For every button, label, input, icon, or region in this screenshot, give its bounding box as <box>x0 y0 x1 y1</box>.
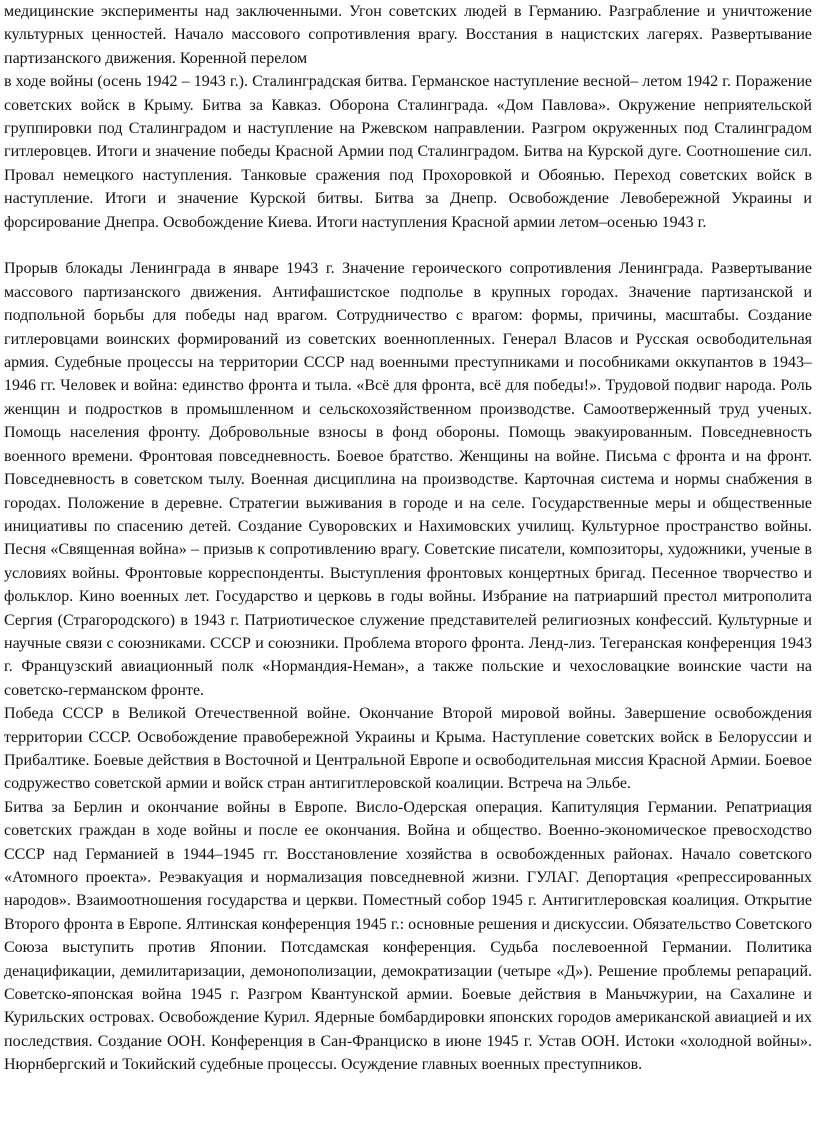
paragraph-turning-point: в ходе войны (осень 1942 – 1943 г.). Сталинградская битва. Германское наступление весной– летом 1942 г. Поражение советских войск в Крыму. Битва за Кавказ. Оборона Сталинграда. «Дом Павлова». Окружение неприятельской группировки под Сталинградом и наступление на Ржевском направлении. Разгром окруженных под Сталинградом гитлеровцев. Итоги и значение победы Красной Армии под Сталинградом. Битва на Курской дуге. Соотношение сил. Провал немецкого наступления. Танковые сражения под Прохоровкой и Обоянью. Переход советских войск в наступление. Итоги и значение Курской битвы. Битва за Днепр. Освобождение Левобережной Украины и форсирование Днепра. Освобождение Киева. Итоги наступления Красной армии летом–осенью 1943 г. <box>4 73 812 231</box>
paragraph-occupation-regime: медицинские эксперименты над заключенными. Угон советских людей в Германию. Разграбление и уничтожение культурных ценностей. Начало массового сопротивления врагу. Восстания в нацистских лагерях. Развертывание партизанского движения. Коренной перелом <box>4 3 812 67</box>
paragraph-victory: Победа СССР в Великой Отечественной войне. Окончание Второй мировой войны. Завершение освобождения территории СССР. Освобождение правобережной Украины и Крыма. Наступление советских войск в Белоруссии и Прибалтике. Боевые действия в Восточной и Центральной Европе и освободительная миссия Красной Армии. Боевое содружество советской армии и войск стран антигитлеровской коалиции. Встреча на Эльбе. <box>4 705 812 793</box>
paragraph-berlin-and-end-of-war: Битва за Берлин и окончание войны в Европе. Висло-Одерская операция. Капитуляция Германии. Репатриация советских граждан в ходе войны и после ее окончания. Война и общество. Военно-экономическое превосходство СССР над Германией в 1944–1945 гг. Восстановление хозяйства в освобожденных районах. Начало советского «Атомного проекта». Реэвакуация и нормализация повседневной жизни. ГУЛАГ. Депортация «репрессированных народов». Взаимоотношения государства и церкви. Поместный собор 1945 г. Антигитлеровская коалиция. Открытие Второго фронта в Европе. Ялтинская конференция 1945 г.: основные решения и дискуссии. Обязательство Советского Союза выступить против Японии. Потсдамская конференция. Судьба послевоенной Германии. Политика денацификации, демилитаризации, демонополизации, демократизации (четыре «Д»). Решение проблемы репараций. Советско-японская война 1945 г. Разгром Квантунской армии. Боевые действия в Маньчжурии, на Сахалине и Курильских островах. Освобождение Курил. Ядерные бомбардировки японских городов американской авиацией и их последствия. Создание ООН. Конференция в Сан-Франциско в июне 1945 г. Устав ООН. Истоки «холодной войны». Нюрнбергский и Токийский судебные процессы. Осуждение главных военных преступников. <box>4 798 812 1074</box>
paragraph-leningrad-and-home-front: Прорыв блокады Ленинграда в январе 1943 г. Значение героического сопротивления Ленинграда. Развертывание массового партизанского движения. Антифашистское подполье в крупных городах. Значение партизанской и подпольной борьбы для победы над врагом. Сотрудничество с врагом: формы, причины, масштабы. Создание гитлеровцами воинских формирований из советских военнопленных. Генерал Власов и Русская освободительная армия. Судебные процессы на территории СССР над военными преступниками и пособниками оккупантов в 1943–1946 гг. Человек и война: единство фронта и тыла. «Всё для фронта, всё для победы!». Трудовой подвиг народа. Роль женщин и подростков в промышленном и сельскохозяйственном производстве. Самоотверженный труд ученых. Помощь населения фронту. Добровольные взносы в фонд обороны. Помощь эвакуированным. Повседневность военного времени. Фронтовая повседневность. Боевое братство. Женщины на войне. Письма с фронта и на фронт. Повседневность в советском тылу. Военная дисциплина на производстве. Карточная система и нормы снабжения в городах. Положение в деревне. Стратегии выживания в городе и на селе. Государственные меры и общественные инициативы по спасению детей. Создание Суворовских и Нахимовских училищ. Культурное пространство войны. Песня «Священная война» – призыв к сопротивлению врагу. Советские писатели, композиторы, художники, ученые в условиях войны. Фронтовые корреспонденты. Выступления фронтовых концертных бригад. Песенное творчество и фольклор. Кино военных лет. Государство и церковь в годы войны. Избрание на патриарший престол митрополита Сергия (Страгородского) в 1943 г. Патриотическое служение представителей религиозных конфессий. Культурные и научные связи с союзниками. СССР и союзники. Проблема второго фронта. Ленд-лиз. Тегеранская конференция 1943 г. Французский авиационный полк «Нормандия-Неман», а также польские и чехословацкие воинские части на советско-германском фронте. <box>4 260 812 699</box>
paragraph-gap <box>4 234 812 257</box>
